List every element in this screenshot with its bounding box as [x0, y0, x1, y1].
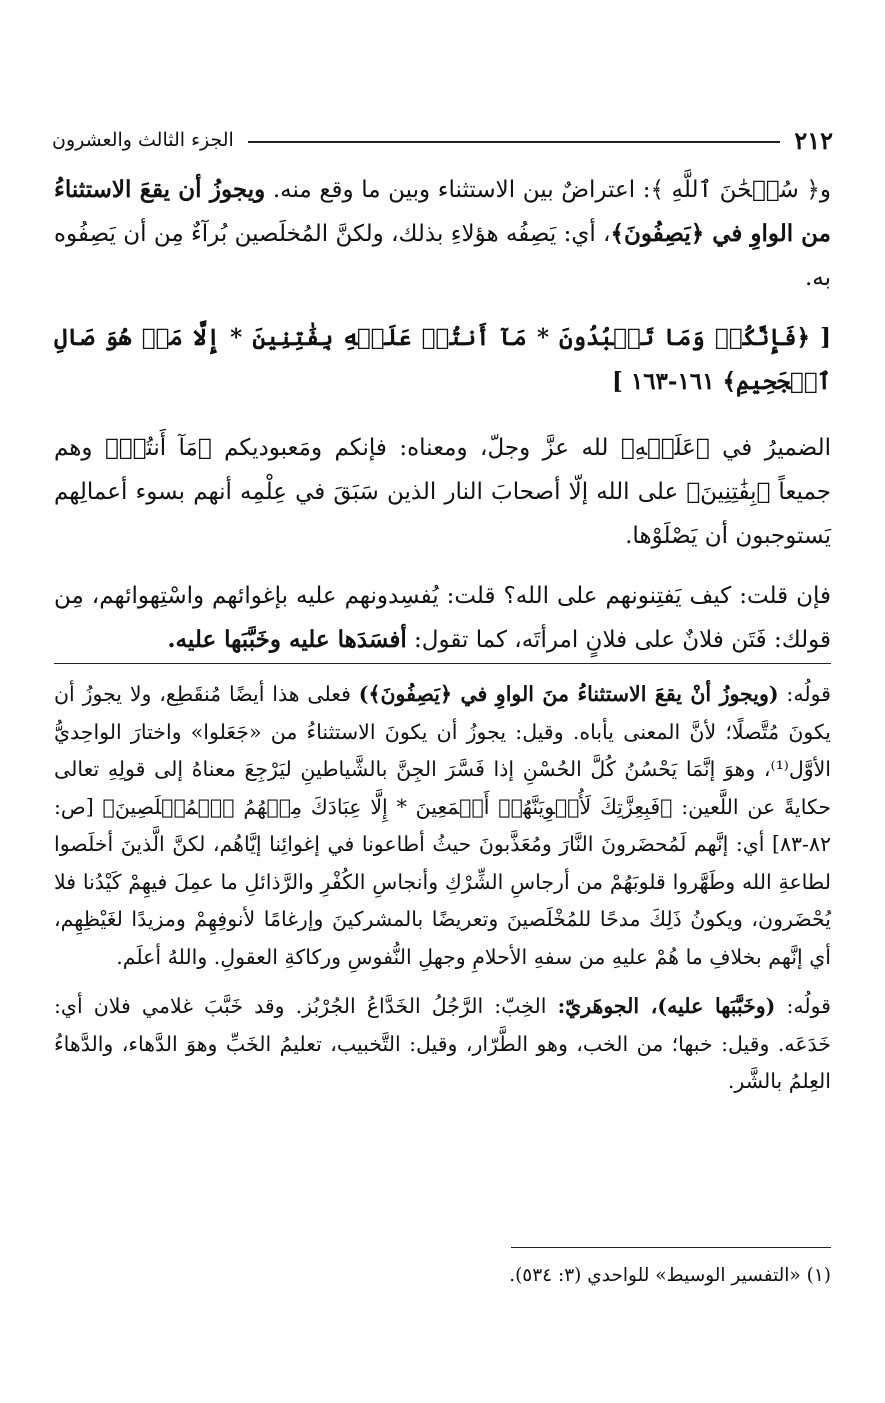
- commentary-paragraph-2: [54, 988, 831, 1101]
- main-paragraph-1: [54, 168, 831, 300]
- footnote-divider: [511, 1247, 831, 1248]
- main-paragraph-3: [54, 574, 831, 662]
- commentary-paragraph-1: [54, 676, 831, 976]
- commentary-block: [54, 676, 831, 1113]
- header-rule: [248, 141, 780, 143]
- page-number: ٢١٢: [794, 125, 833, 155]
- main-p1-bold: ويجوزُ أن يقعَ الاستثناءُ من الواوِ في ﴿يَصِفُونَ﴾: [54, 176, 832, 247]
- running-header: [52, 122, 833, 158]
- commentary-1-text: فعلى هذا أيضًا مُنقَطِع، ولا يجوزُ أن يكونَ مُتَّصلًا؛ لأنَّ المعنى يأباه. وقيل: يجوزُ أن يكونَ الاستثناءُ من «جَعَلوا» واختارَ الواحِديُّ الأوَّل⁽¹⁾، وهوَ إنَّمَا يَحْسُنُ كُلَّ الحُسْنِ إذا فَسَّرَ الجِنَّ بالشَّياطينِ ليَرْجِعَ معناهُ إلى قولِهِ تعالى حكايةً عن اللَّعين: ﴿فَبِعِزَّتِكَ لَأُغۡوِيَنَّهُمۡ أَجۡمَعِينَ * إِلَّا عِبَادَكَ مِنۡهُمُ ٱلۡمُخۡلَصِينَ﴾ [ص: ٨٢-٨٣] أي: إنَّهم لَمُحضَرونَ النَّارَ ومُعَذَّبونَ حيثُ أطاعونا في إغوائِنا إيَّاهُم، لكنَّ الَّذينَ أخلَصوا لطاعةِ الله وطَهَّروا قلوبَهُمْ من أرجاسِ الشِّرْكِ وأنجاسِ الكُفْرِ والرَّذائلِ ما عمِلَ فيهِمْ كَيْدُنا فلا يُحْضَرون، ويكونُ ذَلِكَ مدحًا للمُخْلَصينَ وتعريضًا بالمشركينَ وإرغامًا لأنوفِهِمْ ومزيدًا لغَيْظِهِم، أي إنَّهم بخلافِ ما هُمْ عليهِ من سفهِ الأحلامِ وجهلِ النُّفوسِ وركاكةِ العقولِ. واللهُ أعلَم.: [54, 682, 831, 969]
- main-paragraph-2: الضميرُ في ﴿عَلَيۡهِ﴾ لله عزَّ وجلّ، ومعناه: فإنكم ومَعبوديكم ﴿مَآ أَنتُمۡ﴾ وهم جميعاً ﴿بِفَٰتِنِينَ﴾ على الله إلّا أصحابَ النار الذين سَبَقَ في عِلْمِه أنهم بسوء أعمالِهم يَستوجبون أن يَصْلَوْها.: [54, 435, 831, 549]
- quran-verse-line: [ ﴿فَإِنَّكُمۡ وَمَا تَعۡبُدُونَ * مَآ أَنتُمۡ عَلَيۡهِ بِفَٰتِنِينَ * إِلَّا مَنۡ هُوَ صَالِ ٱلۡجَحِيمِ﴾ ١٦١-١٦٣ ]: [54, 324, 831, 395]
- commentary-1-quote: (ويجوزُ أنْ يقعَ الاستثناءُ منَ الواوِ في ﴿يَصِفُونَ﴾): [358, 682, 779, 706]
- main-p1-text-b: ، أي: يَصِفُه هؤلاءِ بذلك، ولكنَّ المُخلَصين بُرآءٌ مِن أن يَصِفُوه به.: [54, 221, 831, 291]
- footnote: (١) «التفسير الوسيط» للواحدي (٣: ٥٣٤).: [509, 1265, 831, 1286]
- running-title: الجزء الثالث والعشرون: [52, 129, 234, 151]
- commentary-1-lead: قولُه:: [778, 682, 831, 706]
- main-p3-text: فإن قلت: كيف يَفتِنونهم على الله؟ قلت: يُفسِدونهم عليه بإغوائهم واسْتِهوائهم، مِن قولك: فَتَن فلانٌ على فلانٍ امرأتَه، كما تقول:: [54, 583, 831, 653]
- main-p3-bold: أفسَدَها عليه وخَبَّبَها عليه.: [167, 626, 407, 653]
- commentary-2-text: الخِبّ: الرَّجُلُ الخَدَّاعُ الجُرْبُز. وقد خَبَّبَ غلامي فلان أي: خَدَعَه. وقيل: خبها؛ من الخب، وهو الطَّرّار، وقيل: التَّخبيب، تعليمُ الخَبِّ وهوَ الدَّهاء، والدَّهاءُ العِلمُ بالشَّر.: [54, 994, 831, 1093]
- commentary-2-lead: قولُه:: [775, 994, 831, 1018]
- commentary-2-quote: (وخَبَّبَها عليه)، الجوهَريّ:: [557, 994, 776, 1018]
- section-divider: [54, 663, 831, 664]
- main-p1-text-a: و﴿ سُبۡحَٰنَ ٱللَّهِ ﴾: اعتراضٌ بين الاستثناء وبين ما وقع منه.: [265, 177, 831, 203]
- main-text-block: [54, 168, 831, 662]
